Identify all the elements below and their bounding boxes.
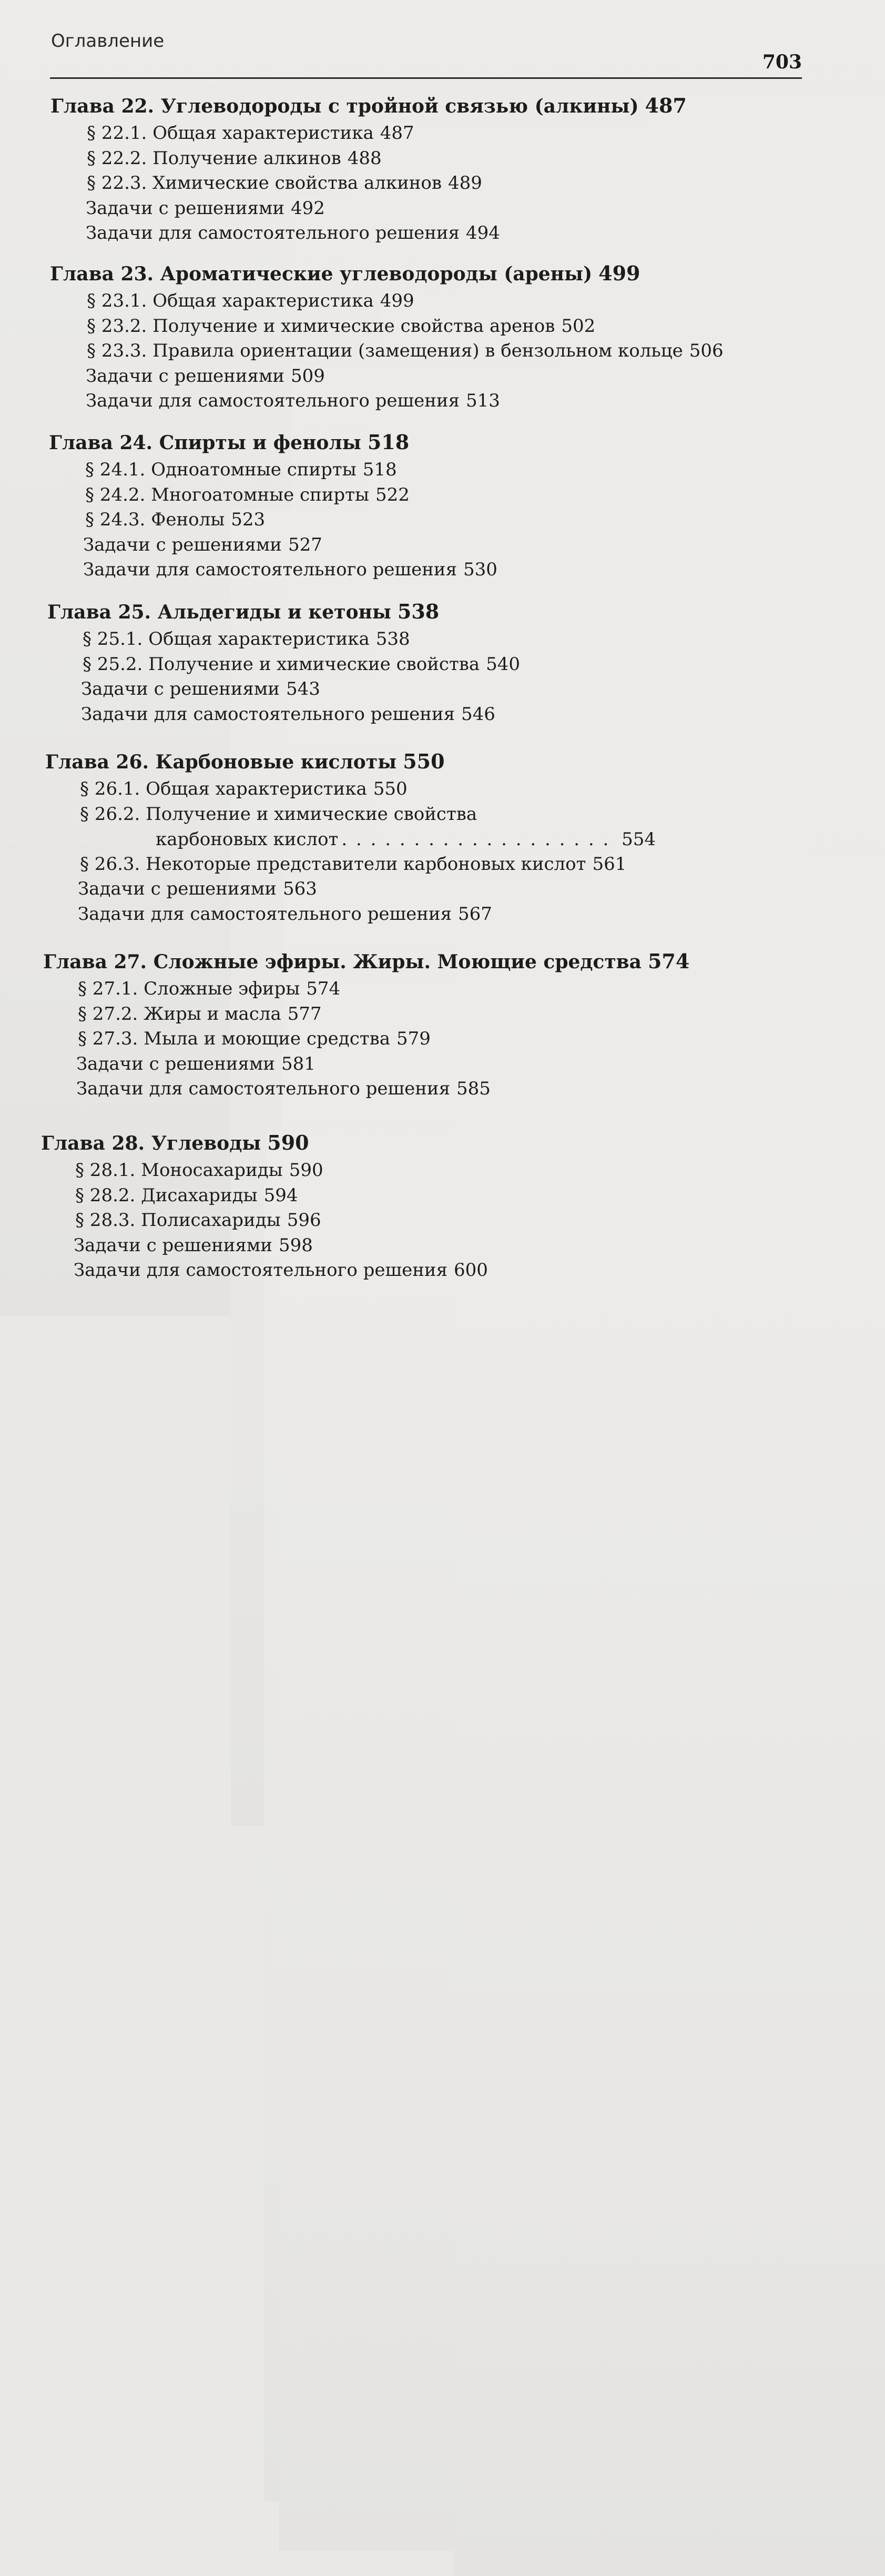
toc-entry bbox=[76, 1053, 808, 1077]
toc-entry-page-number: 487 bbox=[380, 123, 885, 1439]
toc-entry-title: Задачи с решениями bbox=[81, 678, 280, 699]
toc-entry-title: § 25.2. Получение и химические свойства bbox=[83, 653, 480, 675]
toc-entry-title: § 22.3. Химические свойства алкинов bbox=[87, 173, 442, 194]
toc-entry-title: § 28.2. Дисахариды bbox=[75, 1184, 258, 1206]
toc-entry-page-number: 540 bbox=[486, 654, 885, 1970]
toc-entry-title: § 27.3. Мыла и моющие средства bbox=[78, 1028, 390, 1049]
toc-entry bbox=[78, 1003, 808, 1027]
toc-entry bbox=[80, 854, 806, 877]
toc-entry-title: § 24.3. Фенолы bbox=[85, 509, 225, 530]
toc-entry-page-number: 574 bbox=[306, 978, 885, 2295]
toc-entry-page-number: 594 bbox=[264, 1185, 885, 2501]
toc-entry-page-number: 563 bbox=[283, 878, 885, 2195]
toc-entry bbox=[78, 878, 806, 901]
chapter-heading-page-number: 550 bbox=[403, 749, 885, 2066]
toc-entry bbox=[85, 484, 803, 508]
toc-entry-page-number: 567 bbox=[458, 904, 885, 2220]
toc-entry-title: § 24.1. Одноатомные спирты bbox=[85, 459, 357, 480]
toc-entry-title: § 25.1. Общая характеристика bbox=[83, 628, 370, 650]
chapter-heading-page-number: 487 bbox=[645, 94, 885, 1410]
chapter-heading-title: Глава 28. Углеводы bbox=[41, 1132, 261, 1154]
chapter-heading-page-number: 574 bbox=[648, 949, 885, 2266]
toc-entry bbox=[83, 559, 803, 582]
toc-entry bbox=[86, 366, 802, 389]
toc-entry-page-number: 513 bbox=[466, 390, 885, 1707]
toc-entry-title: Задачи для самостоятельного решения bbox=[83, 559, 457, 580]
toc-entry-page-number: 598 bbox=[279, 1235, 885, 2551]
chapter-heading-title: Глава 23. Ароматические углеводороды (арены) bbox=[50, 263, 593, 285]
toc-entry-title: Задачи для самостоятельного решения bbox=[78, 903, 452, 925]
chapter-heading bbox=[50, 261, 802, 286]
toc-entry-title: Задачи с решениями bbox=[86, 365, 284, 387]
toc-entry-title: § 28.3. Полисахариды bbox=[75, 1210, 281, 1231]
page-number: 703 bbox=[762, 51, 802, 73]
toc-entry bbox=[85, 459, 803, 482]
toc-entry-page-number: 509 bbox=[291, 366, 885, 1682]
toc-entry-page-number: 518 bbox=[363, 459, 885, 1776]
chapter-heading bbox=[50, 94, 802, 118]
toc-entry bbox=[86, 222, 802, 246]
toc-entry-title: § 22.2. Получение алкинов bbox=[87, 147, 341, 169]
chapter-heading-title: Глава 25. Альдегиды и кетоны bbox=[47, 601, 391, 623]
toc-entry bbox=[87, 316, 802, 339]
toc-entry bbox=[81, 704, 805, 727]
toc-entry-title: Задачи с решениями bbox=[74, 1234, 272, 1256]
dot-leader bbox=[341, 829, 618, 850]
chapter-heading-page-number: 590 bbox=[267, 1131, 885, 2447]
toc-entry-page-number: 543 bbox=[286, 678, 885, 1995]
toc-entry-page-number: 538 bbox=[376, 628, 885, 1945]
toc-entry-page-number: 502 bbox=[561, 316, 885, 1632]
toc-entry-title: Задачи для самостоятельного решения bbox=[76, 1078, 451, 1099]
toc-entry-page-number: 590 bbox=[289, 1160, 885, 2476]
toc-entry-title: Задачи для самостоятельного решения bbox=[86, 390, 460, 411]
toc-entry bbox=[83, 534, 803, 557]
toc-entry bbox=[75, 1210, 810, 1233]
toc-entry-title: § 26.3. Некоторые представители карбоновых кислот bbox=[80, 853, 586, 875]
toc-entry-page-number: 561 bbox=[592, 854, 885, 2170]
toc-entry-title: § 23.2. Получение и химические свойства аренов bbox=[87, 315, 555, 337]
chapter-heading bbox=[47, 600, 805, 624]
toc-entry-title: Задачи с решениями bbox=[86, 197, 284, 219]
toc-entry-page-number: 579 bbox=[396, 1028, 885, 2345]
chapter-heading-title: Глава 26. Карбоновые кислоты bbox=[45, 751, 397, 773]
toc-entry-page-number: 492 bbox=[291, 198, 885, 1514]
toc-entry bbox=[87, 148, 802, 171]
toc-entry-title: Задачи с решениями bbox=[83, 534, 282, 555]
chapter-heading-title: Глава 24. Спирты и фенолы bbox=[49, 432, 361, 454]
toc-entry-title-continued: карбоновых кислот bbox=[156, 828, 339, 850]
toc-entry-title: § 23.3. Правила ориентации (замещения) в бензольном кольце bbox=[87, 340, 683, 361]
toc-entry bbox=[86, 198, 802, 221]
toc-entry-page-number: 523 bbox=[231, 509, 885, 1825]
toc-entry-page-number: 554 bbox=[622, 829, 806, 2145]
toc-entry-page-number: 600 bbox=[454, 1260, 885, 2576]
toc-entry-title: Задачи с решениями bbox=[76, 1053, 275, 1074]
toc-entry-title: § 28.1. Моносахариды bbox=[75, 1160, 283, 1181]
toc-entry-title: Задачи с решениями bbox=[78, 878, 277, 899]
toc-entry-page-number: 550 bbox=[373, 778, 885, 2095]
chapter-heading-page-number: 518 bbox=[368, 430, 885, 1747]
toc-entry-title: § 26.1. Общая характеристика bbox=[80, 778, 367, 799]
chapter-heading-title: Глава 27. Сложные эфиры. Жиры. Моющие средства bbox=[43, 951, 642, 973]
toc-entry-title: Задачи для самостоятельного решения bbox=[74, 1260, 448, 1281]
toc-entry-page-number: 546 bbox=[461, 704, 885, 2020]
toc-entry-title: § 23.1. Общая характеристика bbox=[87, 290, 374, 311]
toc-entry-page-number: 530 bbox=[463, 559, 885, 1875]
toc-entry-title: Задачи для самостоятельного решения bbox=[81, 703, 455, 725]
toc-entry-page-number: 527 bbox=[288, 534, 885, 1851]
toc-entry bbox=[81, 678, 805, 702]
toc-entry-page-number: 581 bbox=[281, 1053, 885, 2370]
chapter-heading bbox=[43, 949, 808, 973]
toc-entry-page-number: 585 bbox=[456, 1078, 885, 2395]
toc-entry bbox=[87, 173, 802, 196]
toc-entry-title: § 27.1. Сложные эфиры bbox=[78, 978, 300, 999]
chapter-heading bbox=[41, 1131, 810, 1155]
toc-entry-title: § 24.2. Многоатомные спирты bbox=[85, 484, 369, 505]
toc-entry bbox=[78, 978, 808, 1001]
toc-entry bbox=[74, 1235, 810, 1258]
toc-entry-page-number: 494 bbox=[466, 222, 885, 1539]
toc-entry bbox=[75, 1160, 810, 1183]
toc-entry bbox=[80, 778, 806, 802]
toc-entry-page-number: 577 bbox=[288, 1003, 885, 2320]
toc-entry bbox=[87, 340, 802, 363]
chapter-heading bbox=[45, 749, 806, 774]
toc-entry-page-number: 499 bbox=[380, 290, 885, 1607]
toc-entry-title: § 27.2. Жиры и масла bbox=[78, 1003, 281, 1025]
toc-entry bbox=[76, 1078, 808, 1101]
toc-entry bbox=[86, 390, 802, 413]
toc-entry-page-number: 489 bbox=[448, 173, 885, 1489]
toc-entry-title: § 22.1. Общая характеристика bbox=[87, 123, 374, 144]
chapter-heading-page-number: 538 bbox=[398, 600, 885, 1916]
toc-entry bbox=[74, 1260, 810, 1283]
toc-entry bbox=[83, 654, 805, 677]
toc-entry-title: Задачи для самостоятельного решения bbox=[86, 222, 460, 244]
toc-entry bbox=[87, 290, 802, 313]
toc-entry-page-number: 506 bbox=[689, 340, 885, 1657]
toc-entry-page-number: 596 bbox=[287, 1210, 885, 2526]
chapter-heading-page-number: 499 bbox=[598, 261, 885, 1578]
toc-entry-title: § 26.2. Получение и химические свойства bbox=[80, 803, 477, 825]
toc-entry-page-number: 522 bbox=[375, 484, 885, 1801]
toc-entry bbox=[75, 1185, 810, 1208]
toc-entry-page-number: 488 bbox=[348, 148, 885, 1464]
toc-entry bbox=[83, 628, 805, 652]
section-title: Оглавление bbox=[51, 31, 165, 52]
toc-entry bbox=[85, 509, 803, 532]
toc-entry bbox=[78, 904, 806, 927]
chapter-heading-title: Глава 22. Углеводороды с тройной связью (алкины) bbox=[50, 95, 639, 117]
toc-entry bbox=[87, 123, 802, 146]
toc-entry bbox=[78, 1028, 808, 1051]
chapter-heading bbox=[49, 430, 803, 454]
